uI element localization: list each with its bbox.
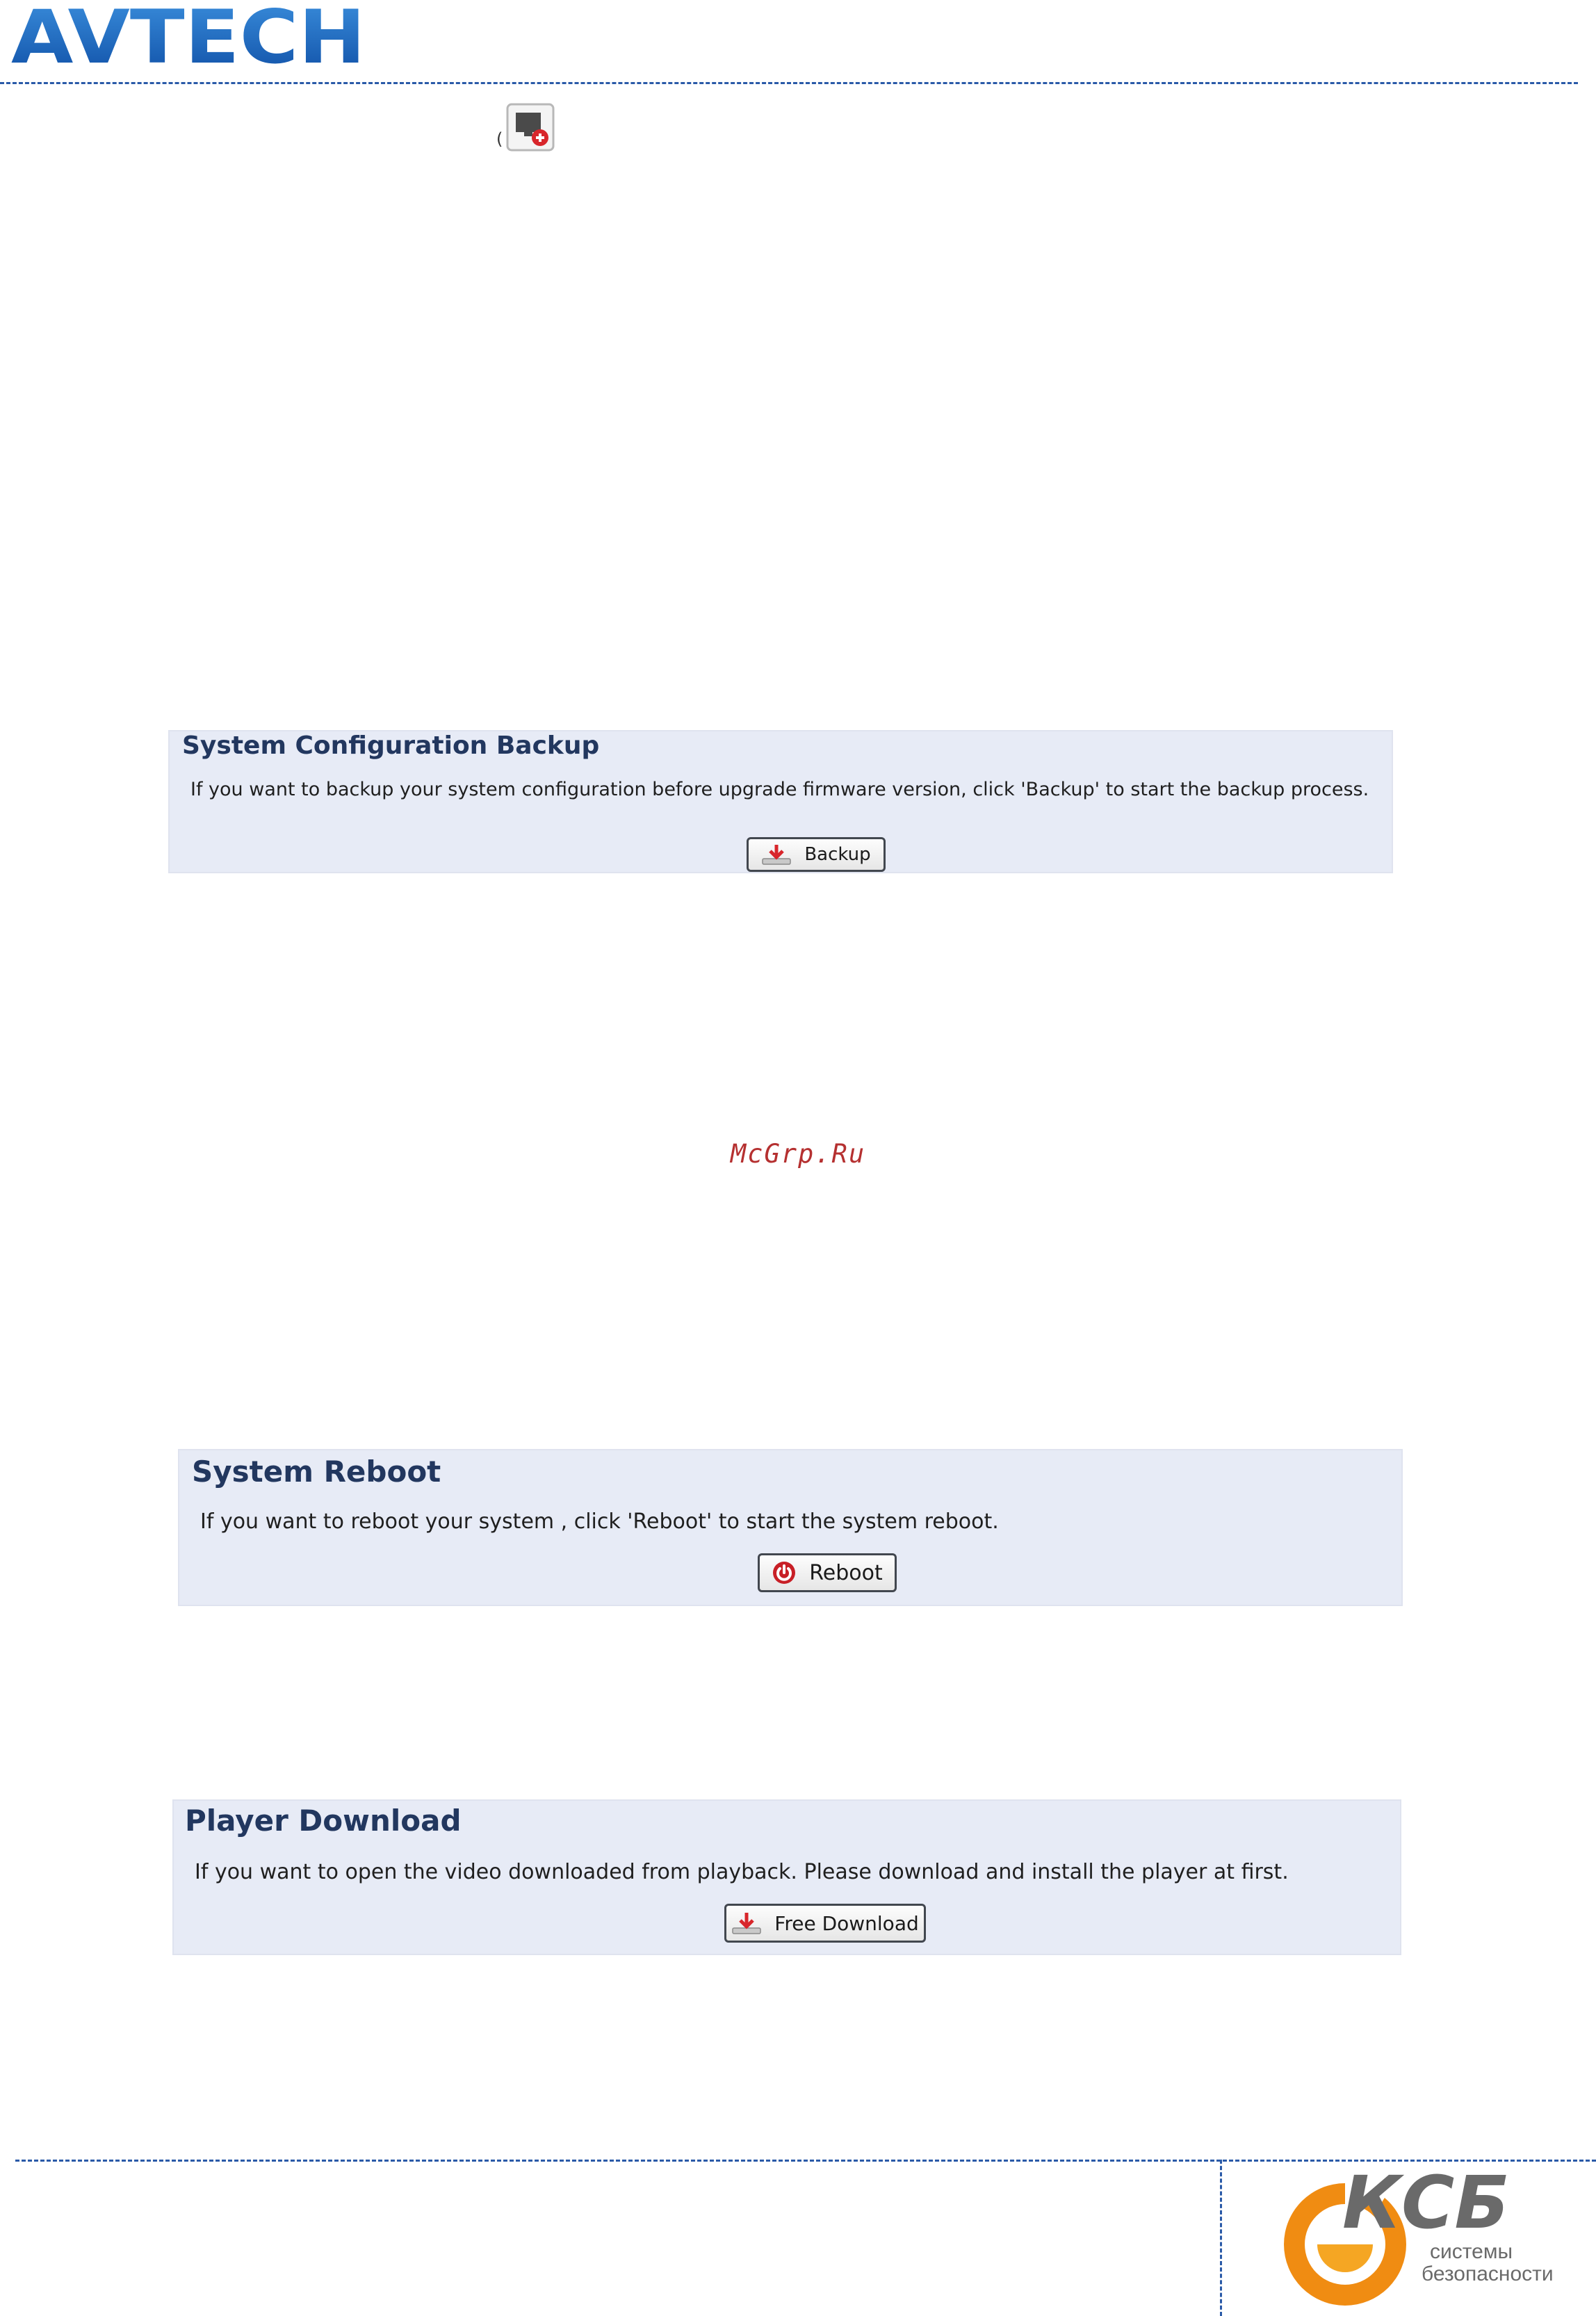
reboot-panel bbox=[178, 1449, 1403, 1606]
backup-button[interactable] bbox=[747, 837, 886, 872]
free-download-button[interactable] bbox=[724, 1904, 926, 1943]
footer-vertical-divider bbox=[1220, 2160, 1222, 2316]
reboot-button-label: Reboot bbox=[809, 1560, 883, 1585]
power-icon bbox=[772, 1560, 797, 1585]
backup-panel-description: If you want to backup your system configuration before upgrade firmware version, click 'Backup' to start the backup process. bbox=[190, 779, 1369, 800]
avtech-logo-graphic bbox=[11, 0, 373, 70]
player-download-panel bbox=[172, 1799, 1401, 1955]
backup-button-label: Backup bbox=[804, 844, 871, 865]
reboot-button[interactable] bbox=[758, 1553, 897, 1592]
ksb-subtitle-line2: безопасности bbox=[1422, 2262, 1554, 2285]
svg-text:AVTECH: AVTECH bbox=[11, 0, 366, 70]
watermark-text: McGrp.Ru bbox=[730, 1139, 866, 1169]
monitor-add-icon bbox=[496, 102, 559, 157]
player-download-panel-description: If you want to open the video downloaded from playback. Please download and install the player at first. bbox=[195, 1860, 1289, 1884]
backup-panel bbox=[168, 730, 1393, 873]
download-icon bbox=[731, 1911, 762, 1935]
ksb-subtitle-line1: системы bbox=[1430, 2240, 1513, 2263]
header-divider bbox=[0, 82, 1578, 84]
ksb-logo bbox=[1276, 2164, 1581, 2310]
ksb-logo-text: КСБ bbox=[1342, 2164, 1510, 2245]
backup-panel-title: System Configuration Backup bbox=[182, 731, 600, 760]
free-download-button-label: Free Download bbox=[774, 1911, 919, 1935]
avtech-logo bbox=[11, 0, 373, 70]
svg-text:(: ( bbox=[496, 129, 503, 149]
reboot-panel-title: System Reboot bbox=[192, 1455, 441, 1489]
backup-download-icon bbox=[761, 843, 792, 866]
reboot-panel-description: If you want to reboot your system , click 'Reboot' to start the system reboot. bbox=[200, 1509, 999, 1534]
player-download-panel-title: Player Download bbox=[185, 1804, 462, 1838]
footer-divider bbox=[15, 2160, 1596, 2162]
